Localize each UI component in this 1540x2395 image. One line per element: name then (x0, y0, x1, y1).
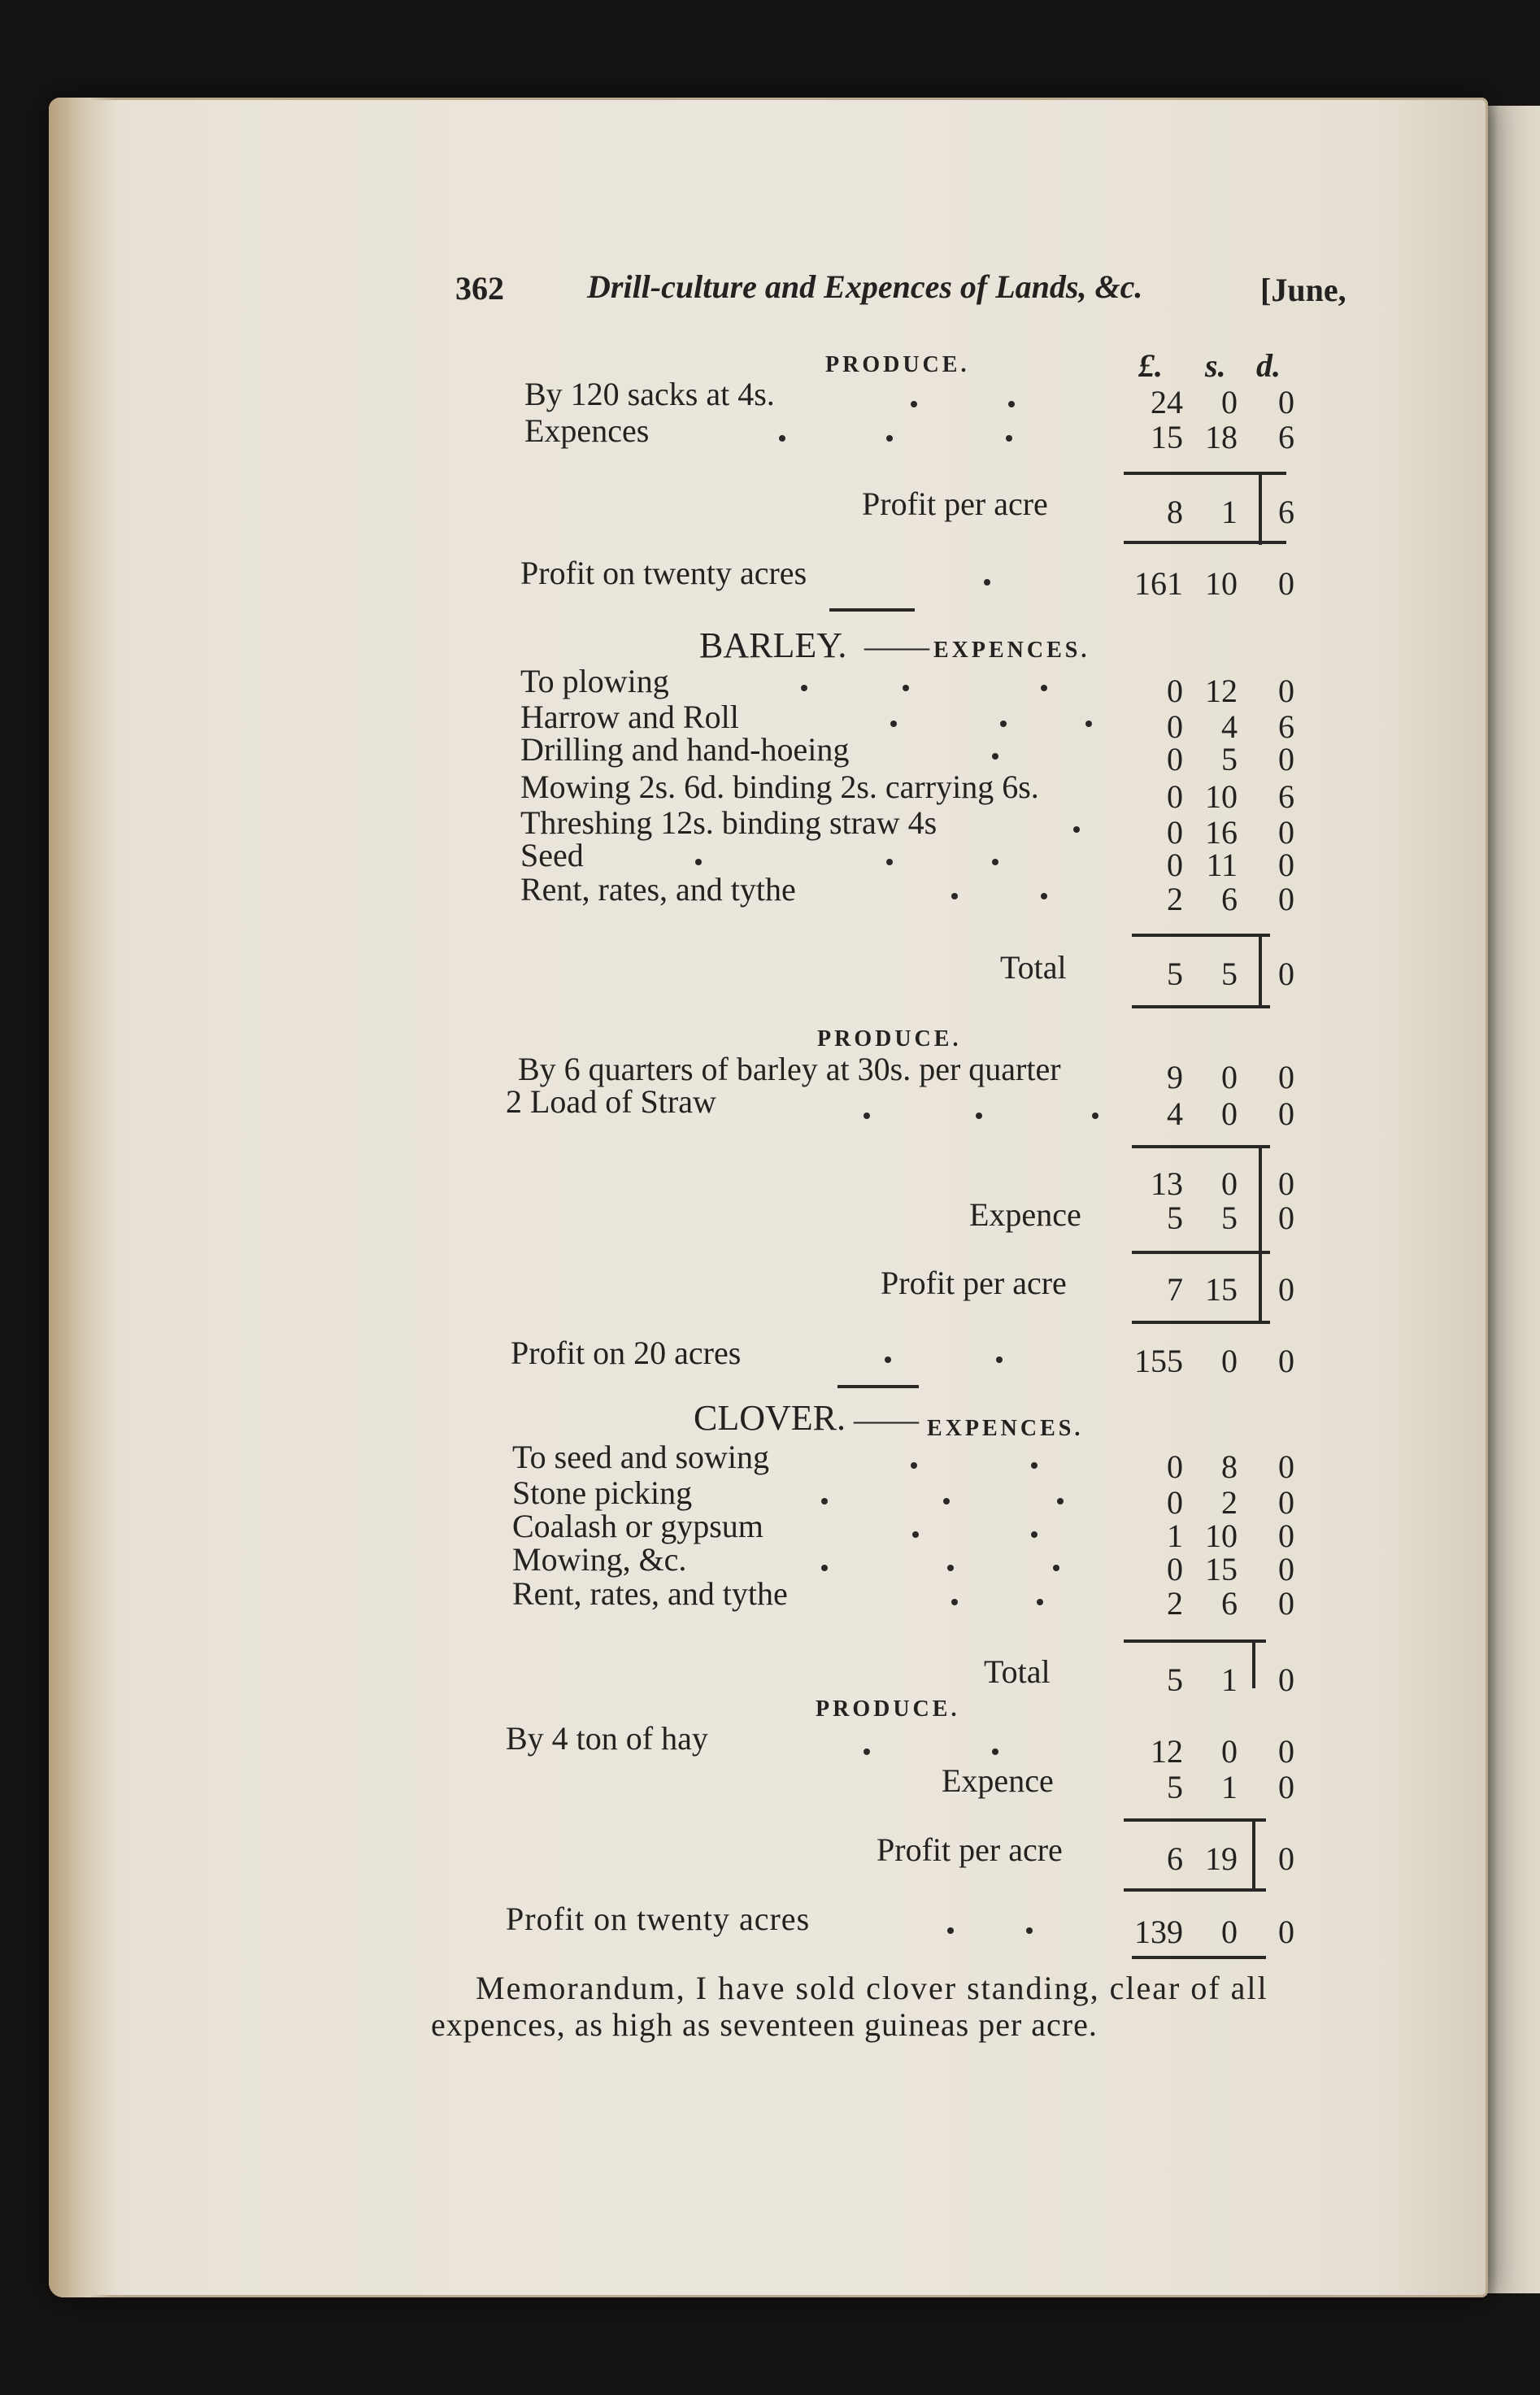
leader-dot (779, 435, 785, 442)
clover-expence-total-s: 1 (1221, 1769, 1238, 1805)
clover-profit-l: 6 (1167, 1840, 1183, 1877)
currency-label: s. (1205, 347, 1226, 384)
total-label: Total (984, 1653, 1051, 1690)
title-dash: —— (854, 1401, 919, 1438)
clover-expence-s: 2 (1221, 1484, 1238, 1521)
leader-dot (1000, 721, 1007, 727)
rule (1124, 1639, 1266, 1643)
column-rule (1259, 1145, 1262, 1255)
barley-produce-l: 9 (1167, 1059, 1183, 1095)
rule (1124, 1818, 1266, 1822)
clover-twenty-d: 0 (1278, 1914, 1294, 1950)
barley-expence-total-d: 0 (1278, 1200, 1294, 1236)
leader-dot (943, 1498, 950, 1504)
barley-expence-d: 0 (1278, 881, 1294, 917)
leader-dot (695, 859, 702, 865)
profit-per-acre-label: Profit per acre (881, 1265, 1067, 1301)
barley-expence-s: 10 (1205, 778, 1238, 815)
leader-dot (1041, 685, 1047, 691)
clover-produce-line: By 4 ton of hay (506, 1720, 708, 1757)
leader-dot (801, 685, 807, 691)
barley-expence-l: 0 (1167, 673, 1183, 709)
barley-expence-s: 6 (1221, 881, 1238, 917)
barley-total-d: 0 (1278, 956, 1294, 992)
leader-dot (1026, 1927, 1033, 1934)
leader-dot (951, 1599, 958, 1605)
clover-expence-s: 10 (1205, 1518, 1238, 1554)
leader-dot (984, 579, 990, 586)
barley-expence-d: 0 (1278, 847, 1294, 883)
clover-expence-l: 0 (1167, 1484, 1183, 1521)
expences-heading: EXPENCES. (927, 1416, 1084, 1441)
barley-expence-total-s: 5 (1221, 1200, 1238, 1236)
barley-expence-line: Threshing 12s. binding straw 4s (520, 804, 937, 841)
barley-produce-s: 0 (1221, 1095, 1238, 1132)
clover-expence-s: 8 (1221, 1448, 1238, 1485)
currency-label: £. (1138, 347, 1163, 384)
clover-twenty-l: 139 (1134, 1914, 1183, 1950)
clover-expence-d: 0 (1278, 1551, 1294, 1587)
clover-total-d: 0 (1278, 1661, 1294, 1698)
expences-heading: EXPENCES. (933, 638, 1090, 663)
profit-twenty-label: Profit on 20 acres (511, 1335, 742, 1371)
leader-dot (951, 893, 958, 899)
page-edge-shading (49, 98, 114, 2297)
column-rule (1259, 472, 1262, 545)
produce-heading: PRODUCE. (825, 352, 970, 377)
leader-dot (992, 1748, 998, 1755)
leader-dot (885, 1356, 891, 1363)
expence-label: Expence (942, 1762, 1054, 1799)
running-title: Drill-culture and Expences of Lands, &c. (587, 268, 1143, 305)
expence-label: Expence (969, 1196, 1081, 1233)
leader-dot (976, 1113, 982, 1119)
leader-dot (947, 1565, 954, 1571)
barley-expence-l: 2 (1167, 881, 1183, 917)
clover-twenty-s: 0 (1221, 1914, 1238, 1950)
wheat-twenty-d: 0 (1278, 565, 1294, 602)
barley-expence-s: 16 (1205, 814, 1238, 851)
leader-dot (1008, 401, 1015, 407)
clover-expence-d: 0 (1278, 1518, 1294, 1554)
leader-dot (821, 1565, 828, 1571)
barley-expence-d: 6 (1278, 708, 1294, 745)
wheat-profit-d: 6 (1278, 494, 1294, 530)
running-date: [June, (1260, 272, 1346, 308)
barley-profit-d: 0 (1278, 1271, 1294, 1308)
leader-dot (1073, 826, 1080, 833)
rule (1132, 1145, 1270, 1148)
clover-produce-s: 0 (1221, 1733, 1238, 1770)
total-label: Total (1000, 949, 1067, 986)
produce-heading: PRODUCE. (816, 1696, 960, 1722)
clover-expence-d: 0 (1278, 1585, 1294, 1622)
clover-profit-s: 19 (1205, 1840, 1238, 1877)
column-rule (1252, 1818, 1255, 1892)
wheat-profit-l: 8 (1167, 494, 1183, 530)
leader-dot (912, 1531, 919, 1538)
barley-profit-l: 7 (1167, 1271, 1183, 1308)
leader-dot (1041, 893, 1047, 899)
barley-produce-s: 0 (1221, 1059, 1238, 1095)
clover-expence-l: 0 (1167, 1448, 1183, 1485)
leader-dot (886, 859, 893, 865)
wheat-twenty-l: 161 (1134, 565, 1183, 602)
barley-sum-d: 0 (1278, 1165, 1294, 1202)
barley-twenty-d: 0 (1278, 1343, 1294, 1379)
barley-expence-s: 5 (1221, 741, 1238, 777)
barley-produce-d: 0 (1278, 1059, 1294, 1095)
clover-expence-line: Rent, rates, and tythe (512, 1575, 788, 1612)
leader-dot (1031, 1531, 1038, 1538)
leader-dot (1053, 1565, 1059, 1571)
wheat-produce-s: 0 (1221, 384, 1238, 420)
barley-expence-line: Harrow and Roll (520, 699, 739, 735)
barley-expence-s: 4 (1221, 708, 1238, 745)
leader-dot (1085, 721, 1092, 727)
leader-dot (903, 685, 909, 691)
barley-expence-s: 12 (1205, 673, 1238, 709)
column-rule (1259, 1251, 1262, 1324)
clover-expence-l: 2 (1167, 1585, 1183, 1622)
title-dash: —— (864, 628, 929, 664)
leader-dot (864, 1748, 870, 1755)
clover-expence-line: Coalash or gypsum (512, 1508, 763, 1544)
leader-dot (911, 1462, 917, 1469)
profit-per-acre-label: Profit per acre (862, 486, 1048, 522)
barley-expence-line: Drilling and hand-hoeing (520, 731, 850, 768)
leader-dot (864, 1113, 870, 1119)
section-rule (829, 608, 915, 612)
barley-expence-line: Rent, rates, and tythe (520, 871, 796, 908)
barley-title: BARLEY. (699, 625, 847, 665)
clover-expence-l: 0 (1167, 1551, 1183, 1587)
barley-twenty-l: 155 (1134, 1343, 1183, 1379)
rule (1132, 1251, 1270, 1254)
rule (1132, 934, 1270, 937)
clover-profit-d: 0 (1278, 1840, 1294, 1877)
rule (1132, 1005, 1270, 1008)
barley-total-s: 5 (1221, 956, 1238, 992)
book-page (49, 98, 1488, 2297)
wheat-produce-d: 0 (1278, 384, 1294, 420)
leader-dot (911, 401, 917, 407)
section-rule (837, 1385, 919, 1388)
barley-expence-line: To plowing (520, 663, 669, 699)
produce-line: By 120 sacks at 4s. (524, 376, 775, 412)
barley-expence-l: 0 (1167, 814, 1183, 851)
page-number: 362 (455, 270, 504, 307)
barley-produce-line: 2 Load of Straw (506, 1083, 716, 1120)
leader-dot (947, 1927, 954, 1934)
barley-expence-l: 0 (1167, 778, 1183, 815)
leader-dot (1057, 1498, 1064, 1504)
clover-expence-total-l: 5 (1167, 1769, 1183, 1805)
wheat-profit-s: 1 (1221, 494, 1238, 530)
leader-dot (886, 435, 893, 442)
wheat-expence-l: 15 (1151, 419, 1183, 455)
clover-expence-s: 15 (1205, 1551, 1238, 1587)
barley-total-l: 5 (1167, 956, 1183, 992)
leader-dot (996, 1356, 1003, 1363)
rule (1124, 472, 1286, 475)
column-rule (1252, 1639, 1255, 1688)
leader-dot (1031, 1462, 1038, 1469)
rule (1124, 1888, 1266, 1892)
barley-produce-d: 0 (1278, 1095, 1294, 1132)
clover-expence-line: To seed and sowing (512, 1439, 770, 1475)
clover-expence-line: Mowing, &c. (512, 1541, 687, 1578)
currency-label: d. (1256, 347, 1281, 384)
barley-expence-l: 0 (1167, 847, 1183, 883)
leader-dot (992, 859, 998, 865)
leader-dot (1092, 1113, 1098, 1119)
leader-dot (1037, 1599, 1043, 1605)
memorandum-line: Memorandum, I have sold clover standing, clear of all (476, 1970, 1268, 2006)
memorandum-line: expences, as high as seventeen guineas per acre. (431, 2006, 1098, 2043)
barley-expence-s: 11 (1206, 847, 1238, 883)
leader-dot (890, 721, 897, 727)
barley-sum-s: 0 (1221, 1165, 1238, 1202)
column-rule (1259, 934, 1262, 1007)
clover-produce-d: 0 (1278, 1733, 1294, 1770)
rule (1124, 541, 1286, 544)
barley-sum-l: 13 (1151, 1165, 1183, 1202)
barley-expence-total-l: 5 (1167, 1200, 1183, 1236)
clover-title: CLOVER. (694, 1398, 846, 1438)
barley-produce-l: 4 (1167, 1095, 1183, 1132)
expence-line: Expences (524, 412, 650, 449)
barley-produce-line: By 6 quarters of barley at 30s. per quarter (518, 1051, 1061, 1087)
barley-expence-line: Seed (520, 837, 584, 873)
rule (1132, 1321, 1270, 1324)
barley-expence-d: 0 (1278, 673, 1294, 709)
barley-expence-l: 0 (1167, 708, 1183, 745)
barley-expence-l: 0 (1167, 741, 1183, 777)
leader-dot (821, 1498, 828, 1504)
clover-expence-d: 0 (1278, 1448, 1294, 1485)
profit-twenty-label: Profit on twenty acres (520, 555, 807, 591)
produce-heading: PRODUCE. (817, 1026, 962, 1052)
clover-total-s: 1 (1221, 1661, 1238, 1698)
clover-expence-d: 0 (1278, 1484, 1294, 1521)
clover-total-l: 5 (1167, 1661, 1183, 1698)
clover-expence-s: 6 (1221, 1585, 1238, 1622)
barley-expence-d: 0 (1278, 741, 1294, 777)
barley-expence-d: 0 (1278, 814, 1294, 851)
profit-per-acre-label: Profit per acre (877, 1831, 1063, 1868)
barley-twenty-s: 0 (1221, 1343, 1238, 1379)
wheat-produce-l: 24 (1151, 384, 1183, 420)
clover-expence-total-d: 0 (1278, 1769, 1294, 1805)
profit-twenty-label: Profit on twenty acres (506, 1901, 811, 1937)
leader-dot (1006, 435, 1012, 442)
leader-dot (992, 753, 998, 760)
clover-produce-l: 12 (1151, 1733, 1183, 1770)
barley-expence-line: Mowing 2s. 6d. binding 2s. carrying 6s. (520, 769, 1039, 805)
barley-profit-s: 15 (1205, 1271, 1238, 1308)
rule (1132, 1956, 1266, 1959)
wheat-expence-d: 6 (1278, 419, 1294, 455)
clover-expence-l: 1 (1167, 1518, 1183, 1554)
barley-expence-d: 6 (1278, 778, 1294, 815)
wheat-twenty-s: 10 (1205, 565, 1238, 602)
wheat-expence-s: 18 (1205, 419, 1238, 455)
clover-expence-line: Stone picking (512, 1474, 693, 1511)
